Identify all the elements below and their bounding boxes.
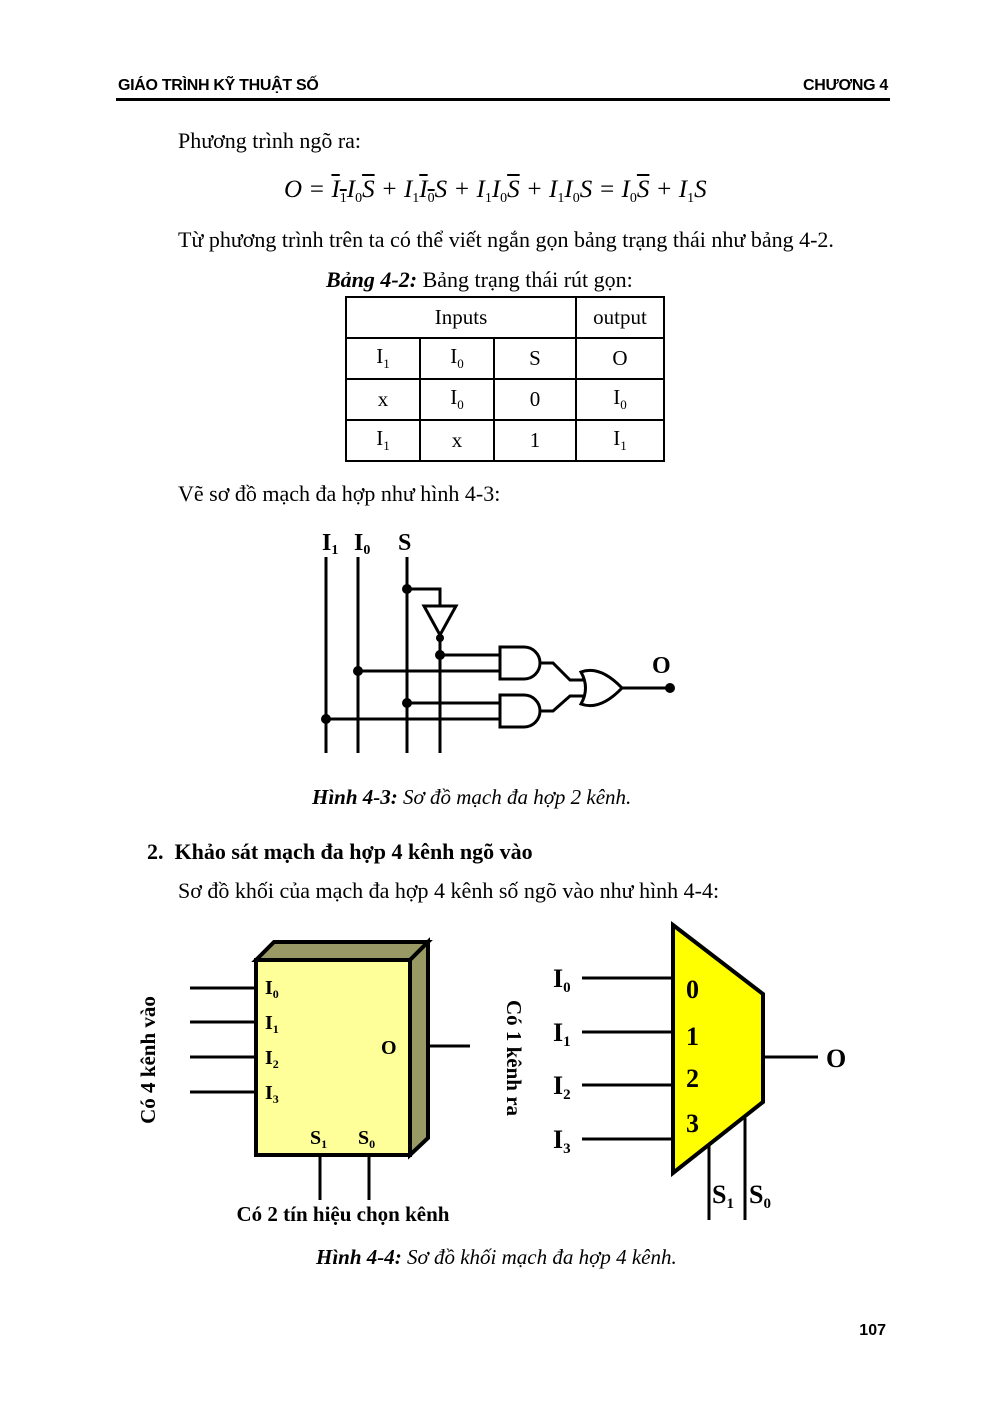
mux-number-0: 0	[686, 975, 699, 1004]
col-i0: $I_0$	[420, 338, 494, 379]
mux-input-i3: I3	[553, 1125, 571, 1157]
header-rule	[116, 98, 890, 101]
figure-4-3-caption	[312, 785, 631, 810]
select-bottom-label: Có 2 tín hiệu chọn kênh	[236, 1202, 450, 1226]
page-number: 107	[859, 1322, 886, 1339]
mux-input-i1: I1	[553, 1018, 571, 1050]
block-input-i1: $I_1$	[265, 1012, 279, 1036]
section-number: 2.	[147, 839, 164, 864]
output-side-label: Có 1 kênh ra	[502, 999, 526, 1117]
circuit-intro: Vẽ sơ đồ mạch đa hợp như hình 4-3:	[178, 481, 501, 506]
table-caption-text: Bảng trạng thái rút gọn:	[417, 267, 633, 292]
cell: $I_1$	[346, 420, 420, 461]
output-equation: $O = I_1I_0\overline{S} + I_1I_0S + I_1I_0\overline{S} + I_1I_0S = I_0\overline{S} + I_1S$	[284, 176, 707, 206]
figure-4-3-caption-label: Hình 4-3:	[312, 785, 398, 809]
cell: x	[420, 420, 494, 461]
table-column-header-row	[346, 338, 664, 379]
cell: 0	[494, 379, 576, 420]
output-header: output	[576, 297, 664, 338]
block-top-face	[256, 942, 428, 960]
block-output-o: O	[381, 1037, 397, 1059]
table-row	[346, 379, 664, 420]
table-caption-label: Bảng 4-2:	[326, 267, 418, 292]
col-o: O	[576, 338, 664, 379]
block-select-s1: $S_1$	[310, 1127, 328, 1151]
cell: $I_0$	[576, 379, 664, 420]
block-side-face	[410, 942, 428, 1155]
label-i0: I0	[354, 530, 371, 558]
mux-2-circuit-diagram	[300, 520, 700, 760]
label-s: S	[398, 530, 412, 556]
equation-intro: Phương trình ngõ ra:	[178, 128, 362, 153]
section-heading	[147, 839, 533, 865]
block-select-s0: $S_0$	[358, 1127, 376, 1151]
figure-4-4-caption	[316, 1245, 677, 1270]
inputs-header: Inputs	[346, 297, 576, 338]
figure-4-4-caption-label: Hình 4-4:	[316, 1245, 402, 1269]
section-title: Khảo sát mạch đa hợp 4 kênh ngõ vào	[174, 839, 533, 864]
figure-4-3-caption-text: Sơ đồ mạch đa hợp 2 kênh.	[397, 785, 632, 809]
col-i1: $I_1$	[346, 338, 420, 379]
table-intro: Từ phương trình trên ta có thể viết ngắn gọn bảng trạng thái như bảng 4-2.	[178, 227, 834, 252]
block-input-i3: $I_3$	[265, 1082, 279, 1106]
truth-table	[345, 296, 665, 462]
cell: $I_0$	[420, 379, 494, 420]
mux-select-s0: S0	[749, 1180, 771, 1212]
book-title: GIÁO TRÌNH KỸ THUẬT SỐ	[118, 77, 319, 94]
label-o: O	[652, 653, 671, 679]
mux-4-block-diagram	[130, 930, 480, 1230]
table-caption	[326, 267, 633, 293]
inputs-side-label: Có 4 kênh vào	[136, 996, 160, 1124]
mux-input-i0: I0	[553, 964, 571, 996]
mux-number-2: 2	[686, 1064, 699, 1093]
mux-select-s1: S1	[712, 1180, 734, 1212]
cell: x	[346, 379, 420, 420]
block-input-i0: $I_0$	[265, 977, 279, 1001]
mux-output-o: O	[826, 1044, 847, 1073]
figure-4-4-caption-text: Sơ đồ khối mạch đa hợp 4 kênh.	[401, 1245, 677, 1269]
mux-number-1: 1	[686, 1022, 699, 1051]
label-i1: I1	[322, 530, 339, 558]
table-group-header-row	[346, 297, 664, 338]
block-input-i2: $I_2$	[265, 1047, 279, 1071]
mux-input-i2: I2	[553, 1071, 571, 1103]
mux-number-3: 3	[686, 1109, 699, 1138]
cell: $I_1$	[576, 420, 664, 461]
mux-4-symbol-diagram	[490, 920, 870, 1230]
col-s: S	[494, 338, 576, 379]
block-intro: Sơ đồ khối của mạch đa hợp 4 kênh số ngõ vào như hình 4-4:	[178, 878, 720, 903]
chapter-label: CHƯƠNG 4	[803, 77, 888, 94]
cell: 1	[494, 420, 576, 461]
table-row	[346, 420, 664, 461]
